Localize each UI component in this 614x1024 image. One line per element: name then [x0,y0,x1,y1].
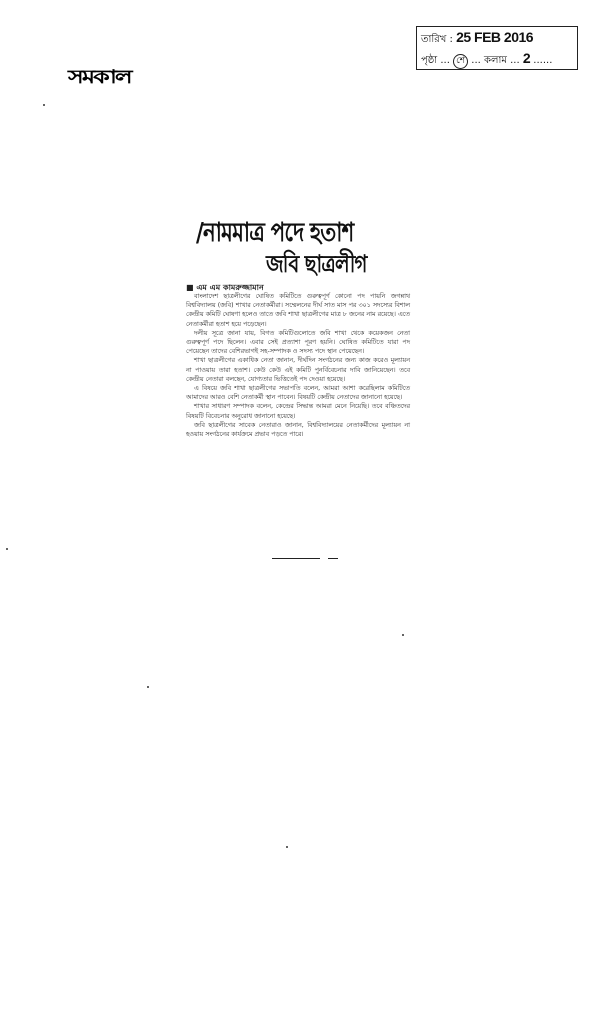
stamp-page-row: পৃষ্ঠা ... শে ... কলাম ... 2 ...... [421,49,573,70]
stamp-date-label: তারিখ [421,34,447,45]
newspaper-clipping [182,206,414,566]
byline: ■ এম এম কামরুজ্জামান [186,283,264,292]
article-paragraph: শাখা ছাত্রলীগের একাধিক নেতা জানান, দীর্ঘদিন সংগঠনের জন্য কাজ করেও মূল্যায়ন না পাওয়ায় তারা হতাশ। কেউ কেউ এই কমিটি পুনর্বিবেচনার দাবি জানিয়েছেন। তবে কেন্দ্রীয় নেতারা বলছেন, যোগ্যতার ভিত্তিতেই পদ দেওয়া হয়েছে। [186,357,410,383]
headline-line-1: /নামমাত্র পদে হতাশ [196,218,354,248]
stamp-column-value: 2 [522,50,531,66]
clipping-stamp [416,26,578,70]
scan-speck [147,686,149,688]
end-rule-short [328,558,338,559]
stamp-page-label: পৃষ্ঠা [421,55,438,66]
scan-speck [286,846,288,848]
article-paragraph: বাংলাদেশ ছাত্রলীগের ঘোষিত কমিটিতে গুরুত্বপূর্ণ কোনো পদ পায়নি জগন্নাথ বিশ্ববিদ্যালয় (জবি) শাখার নেতাকর্মীরা। সম্মেলনের দীর্ঘ সাত মাস পর ৩০১ সদস্যের বিশাল কেন্দ্রীয় কমিটি ঘোষণা হলেও তাতে জবি শাখা ছাত্রলীগের মাত্র ৮ জনের নাম রয়েছে। এতে নেতাকর্মীরা হতাশ হয়ে পড়েছেন। [186,293,410,328]
scan-speck [43,104,45,106]
stamp-date-row: তারিখ : 25 FEB 2016 [421,29,534,45]
stamp-date-value: 25 FEB 2016 [456,29,534,45]
stamp-page-value: শে [453,54,468,69]
end-rule [272,558,320,559]
article-paragraph: এ বিষয়ে জবি শাখা ছাত্রলীগের সভাপতি বলেন, আমরা আশা করেছিলাম কমিটিতে আমাদের আরও বেশি নেতাকর্মী স্থান পাবেন। বিষয়টি কেন্দ্রীয় নেতাদের জানানো হয়েছে। [186,385,410,402]
scan-speck [402,634,404,636]
newspaper-masthead: সমকাল [68,64,131,88]
article-paragraph: শাখার সাধারণ সম্পাদক বলেন, কেন্দ্রের সিদ্ধান্ত আমরা মেনে নিয়েছি। তবে বঞ্চিতদের বিষয়টি বিবেচনার অনুরোধ জানানো হয়েছে। [186,403,410,420]
article-paragraph: দলীয় সূত্রে জানা যায়, বিগত কমিটিগুলোতে জবি শাখা থেকে কয়েকজন নেতা গুরুত্বপূর্ণ পদে ছিলেন। এবার সেই প্রত্যাশা পূরণ হয়নি। ঘোষিত কমিটিতে যারা পদ পেয়েছেন তাদের বেশিরভাগই সহ-সম্পাদক ও সদস্য পদে স্থান পেয়েছেন। [186,329,410,356]
article-body [186,292,410,439]
scan-speck [6,548,8,550]
article-paragraph: জবি ছাত্রলীগের সাবেক নেতারাও জানান, বিশ্ববিদ্যালয়ের নেতাকর্মীদের মূল্যায়ন না হওয়ায় সংগঠনের কার্যক্রমে প্রভাব পড়তে পারে। [186,421,410,439]
stamp-column-label: কলাম [484,55,507,66]
headline-line-2: জবি ছাত্রলীগ [266,249,367,278]
